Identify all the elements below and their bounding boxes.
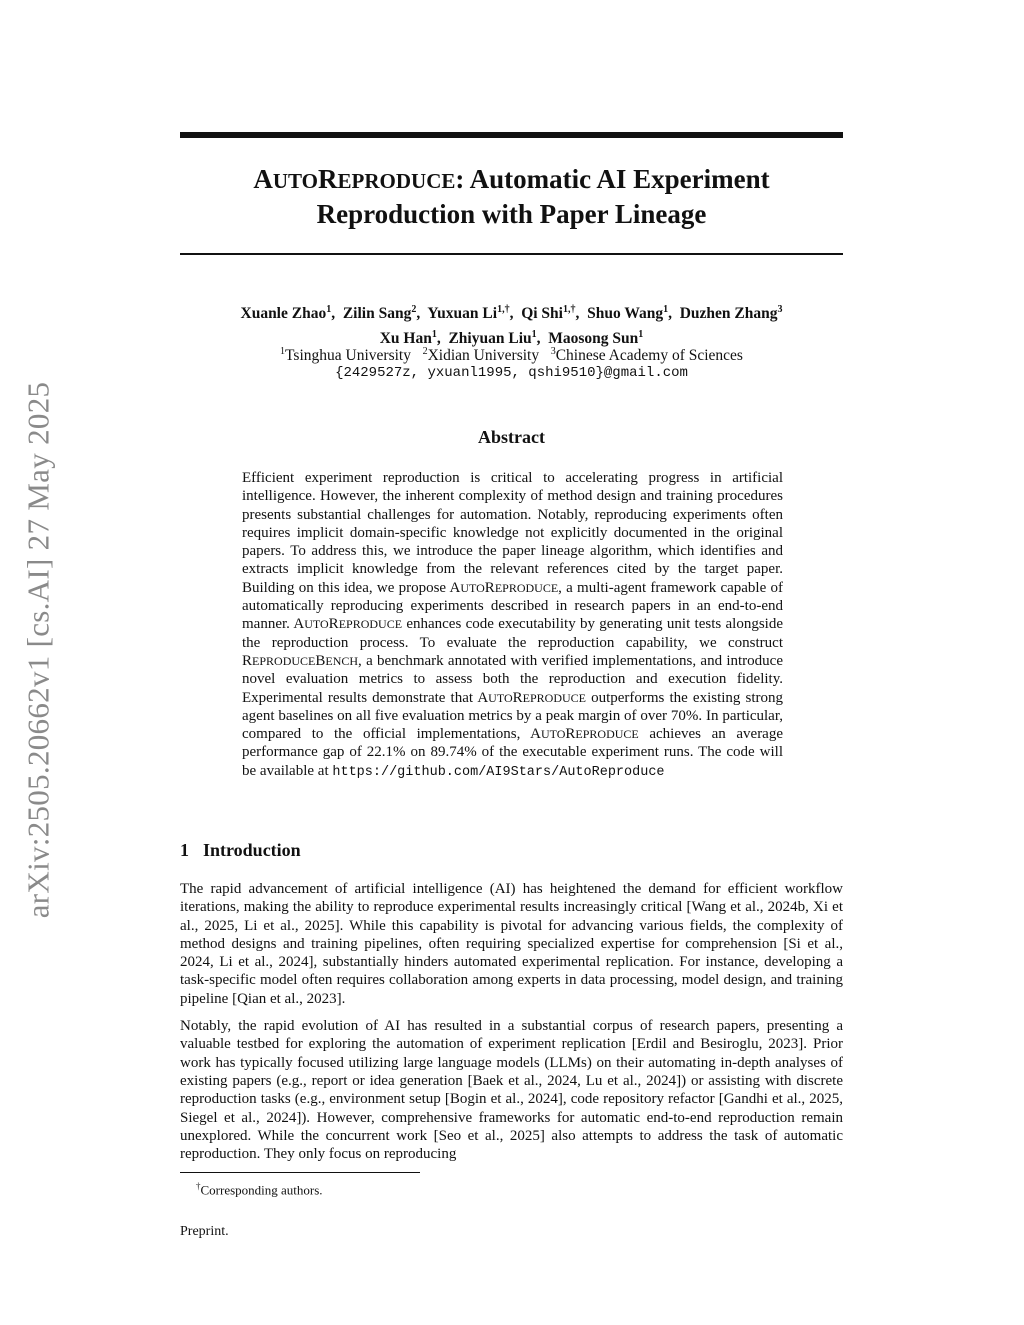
author: Zhiyuan Liu$^1$	[448, 329, 537, 348]
author: Shuo Wang$^1$	[587, 304, 669, 323]
author-line-1: Xuanle Zhao$^1$, Zilin Sang$^2$, Yuxuan $Li^{1,\dagger}$, Qi Shi$^{1,\dagger}$, Shuo Wang$^1$, Duzhen Zhang$^3$	[240, 304, 783, 323]
affiliation: $^1$Tsinghua University	[280, 346, 411, 365]
affiliation: $^2$Xidian University	[422, 346, 540, 365]
arxiv-identifier: arXiv:2505.20662v1 [cs.AI] 27 May 2025	[20, 381, 56, 918]
abstract-body: Efficient experiment reproduction is critical to accelerating progress in artificial intelligence. However, the inherent complexity of method design and training procedures presents substantial challenges for automation. Notably, reproducing experiments often requires implicit domain-specific knowledge not explicitly documented in the original papers. To address this, we introduce the paper lineage algorithm, which identifies and extracts implicit knowledge from the relevant references cited by the target paper. Building on this idea, we propose AUTOREPRODUCE, a multi-agent framework capable of automatically reproducing experiments described in research papers in an end-to-end manner. AUTOREPRODUCE enhances code executability by generating unit tests alongside the reproduction process. To evaluate the reproduction capability, we construct REPRODUCEBENCH, a benchmark annotated with verified implementations, and introduce novel evaluation metrics to assess both the reproduction and execution fidelity. Experimental results demonstrate that AUTOREPRODUCE outperforms the existing strong agent baselines on all five evaluation metrics by a peak margin of over 70%. In particular, compared to the official implementations, AUTOREPRODUCE achieves an average performance gap of 22.1% on 89.74% of the executable experiment runs. The code will be available at https://github.com/AI9Stars/AutoReproduce	[242, 470, 784, 780]
method-name: AUTOREPRODUCE	[293, 616, 403, 633]
abstract-heading: Abstract	[478, 427, 545, 447]
section-heading	[180, 840, 301, 861]
title-line-2: Reproduction with Paper Lineage	[316, 199, 707, 229]
author: Qi Shi$^{1,\dagger}$	[521, 304, 576, 323]
author: Maosong Sun$^1$	[548, 329, 644, 348]
method-name: AUTOREPRODUCE	[477, 689, 586, 706]
footnote: †Corresponding authors.	[196, 1181, 323, 1198]
footnote-rule	[180, 1172, 420, 1173]
section-number: 1	[180, 840, 189, 860]
section-title: Introduction	[203, 840, 301, 860]
title-bottom-rule	[180, 253, 843, 255]
title-line-1: AUTOREPRODUCE: Automatic AI Experiment	[253, 164, 770, 194]
author: Zilin Sang$^2$	[342, 304, 417, 323]
author: Xu Han$^1$	[379, 329, 437, 348]
paragraph: The rapid advancement of artificial intelligence (AI) has heightened the demand for efficient workflow iterations, making the ability to reproduce experimental results increasingly critical [Wang et al., 2024b, Xi et al., 2025, Li et al., 2025]. While this capability is pivotal for advancing various fields, the complexity of method designs and training pipelines, often requiring specialized expertise for comprehension [Si et al., 2024, Li et al., 2024], substantially hinders automated experimental replication. For instance, developing a task-specific model often requires collaboration among experts in data processing, model design, and training pipeline [Qian et al., 2023].	[180, 881, 843, 1007]
author-line-2: Xu Han$^1$, Zhiyuan Liu$^1$, Maosong Sun$^1$	[379, 329, 644, 348]
paragraph: Notably, the rapid evolution of AI has resulted in a substantial corpus of research papers, presenting a valuable testbed for exploring the automation of experiment replication [Erdil and Besiroglu, 2023]. Prior work has typically focused utilizing large language models (LLMs) on their automating in-depth analyses of existing papers (e.g., report or idea generation [Baek et al., 2024, Lu et al., 2024]) or assisting with discrete reproduction tasks (e.g., environment setup [Bogin et al., 2024], code repository refactor [Gandhi et al., 2025, Siegel et al., 2024]). However, comprehensive frameworks for automatic end-to-end reproduction remain unexplored. While the concurrent work [Seo et al., 2025] also attempts to address the task of automatic reproduction. They only focus on reproducing	[180, 1018, 843, 1163]
author: Duzhen Zhang$^3$	[679, 304, 783, 323]
author: Xuanle Zhao$^1$	[240, 304, 332, 323]
benchmark-name: REPRODUCEBENCH	[242, 652, 359, 669]
page-footer: Preprint.	[180, 1224, 229, 1239]
affiliation: $^3$Chinese Academy of Sciences	[550, 346, 743, 365]
code-url-link[interactable]: https://github.com/AI9Stars/AutoReproduce	[332, 764, 665, 780]
method-name: AUTOREPRODUCE	[530, 726, 639, 743]
introduction-body	[180, 880, 843, 1172]
title-top-rule	[180, 132, 843, 138]
author: Yuxuan $Li^{1,\dagger}$	[427, 304, 510, 323]
author-email[interactable]: {2429527z, yxuanl1995, qshi9510}@gmail.com	[335, 365, 688, 381]
paper-title	[180, 163, 843, 231]
method-name: AUTOREPRODUCE	[449, 579, 559, 596]
